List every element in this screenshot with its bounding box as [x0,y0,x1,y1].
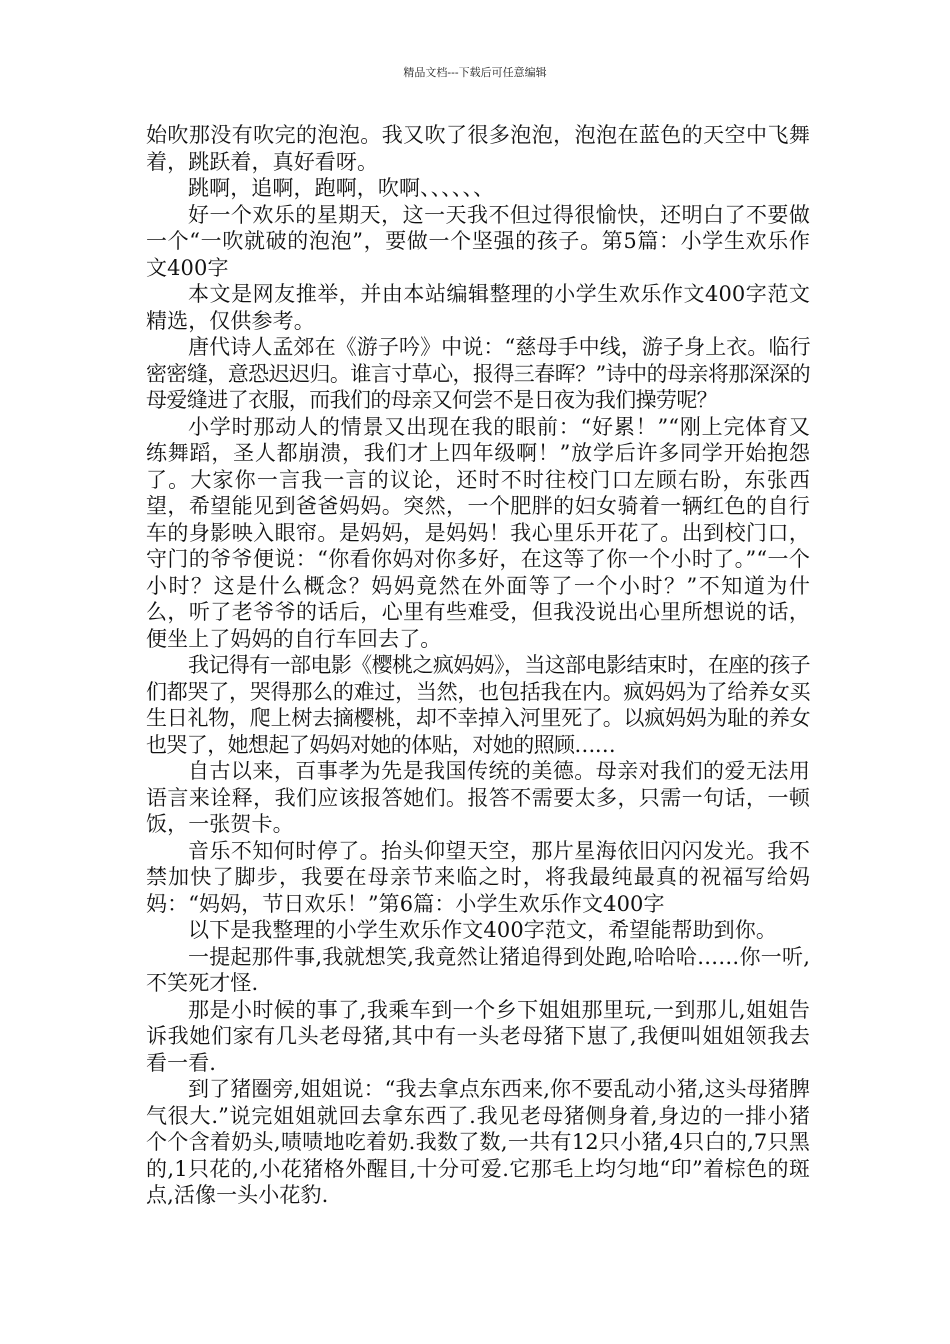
paragraph: 自古以来，百事孝为先是我国传统的美德。母亲对我们的爱无法用语言来诠释，我们应该报答她们。报答不需要太多，只需一句话，一顿饭，一张贺卡。 [146,759,810,836]
paragraph: 以下是我整理的小学生欢乐作文400字范文，希望能帮助到你。 [188,918,777,942]
paragraph: 好一个欢乐的星期天，这一天我不但过得很愉快，还明白了不要做一个“一吹就破的泡泡”，要做一个坚强的孩子。第5篇：小学生欢乐作文400字 [146,202,810,280]
paragraph: 本文是网友推举，并由本站编辑整理的小学生欢乐作文400字范文精选，仅供参考。 [146,282,810,333]
paragraph: 我记得有一部电影《樱桃之疯妈妈》，当这部电影结束时，在座的孩子们都哭了，哭得那么的难过，当然，也包括我在内。疯妈妈为了给养女买生日礼物，爬上树去摘樱桃，却不幸掉入河里死了。以疯妈妈为耻的养女也哭了，她想起了妈妈对她的体贴，对她的照顾…… [146,653,810,757]
paragraph: 小学时那动人的情景又出现在我的眼前：“好累！”“刚上完体育又练舞蹈，圣人都崩溃，我们才上四年级啊！”放学后许多同学开始抱怨了。大家你一言我一言的议论，还时不时往校门口左顾右盼，东张西望，希望能见到爸爸妈妈。突然，一个肥胖的妇女骑着一辆红色的自行车的身影映入眼帘。是妈妈，是妈妈！我心里乐开花了。出到校门口，守门的爷爷便说：“你看你妈对你多好，在这等了你一个小时了。”“一个小时？这是什么概念？妈妈竟然在外面等了一个小时？”不知道为什么，听了老爷爷的话后，心里有些难受，但我没说出心里所想说的话，便坐上了妈妈的自行车回去了。 [146,414,810,651]
paragraph: 始吹那没有吹完的泡泡。我又吹了很多泡泡，泡泡在蓝色的天空中飞舞着，跳跃着，真好看呀。 [146,123,810,174]
document-body [146,122,810,1209]
paragraph: 音乐不知何时停了。抬头仰望天空，那片星海依旧闪闪发光。我不禁加快了脚步，我要在母亲节来临之时，将我最纯最真的祝福写给妈妈：“妈妈，节日欢乐！”第6篇：小学生欢乐作文400字 [146,838,810,916]
paragraph: 跳啊，追啊，跑啊，吹啊、、、、、、 [188,176,495,200]
paragraph: 到了猪圈旁,姐姐说：“我去拿点东西来,你不要乱动小猪,这头母猪脾气很大.”说完姐姐就回去拿东西了.我见老母猪侧身着,身边的一排小猪个个含着奶头,啧啧地吃着奶.我数了数,一共有12只小猪,4只白的,7只黑的,1只花的,小花猪格外醒目,十分可爱.它那毛上均匀地“印”着棕色的斑点,活像一头小花豹. [146,1077,810,1207]
page-header: 精品文档---下载后可任意编辑 [403,66,547,79]
paragraph: 唐代诗人孟郊在《游子吟》中说：“慈母手中线，游子身上衣。临行密密缝，意恐迟迟归。谁言寸草心，报得三春晖？”诗中的母亲将那深深的母爱缝进了衣服，而我们的母亲又何尝不是日夜为我们操劳呢？ [146,335,810,412]
paragraph: 一提起那件事,我就想笑,我竟然让猪追得到处跑,哈哈哈……你一听,不笑死才怪. [146,944,810,995]
paragraph: 那是小时候的事了,我乘车到一个乡下姐姐那里玩,一到那儿,姐姐告诉我她们家有几头老母猪,其中有一头老母猪下崽了,我便叫姐姐领我去看一看. [146,997,810,1075]
